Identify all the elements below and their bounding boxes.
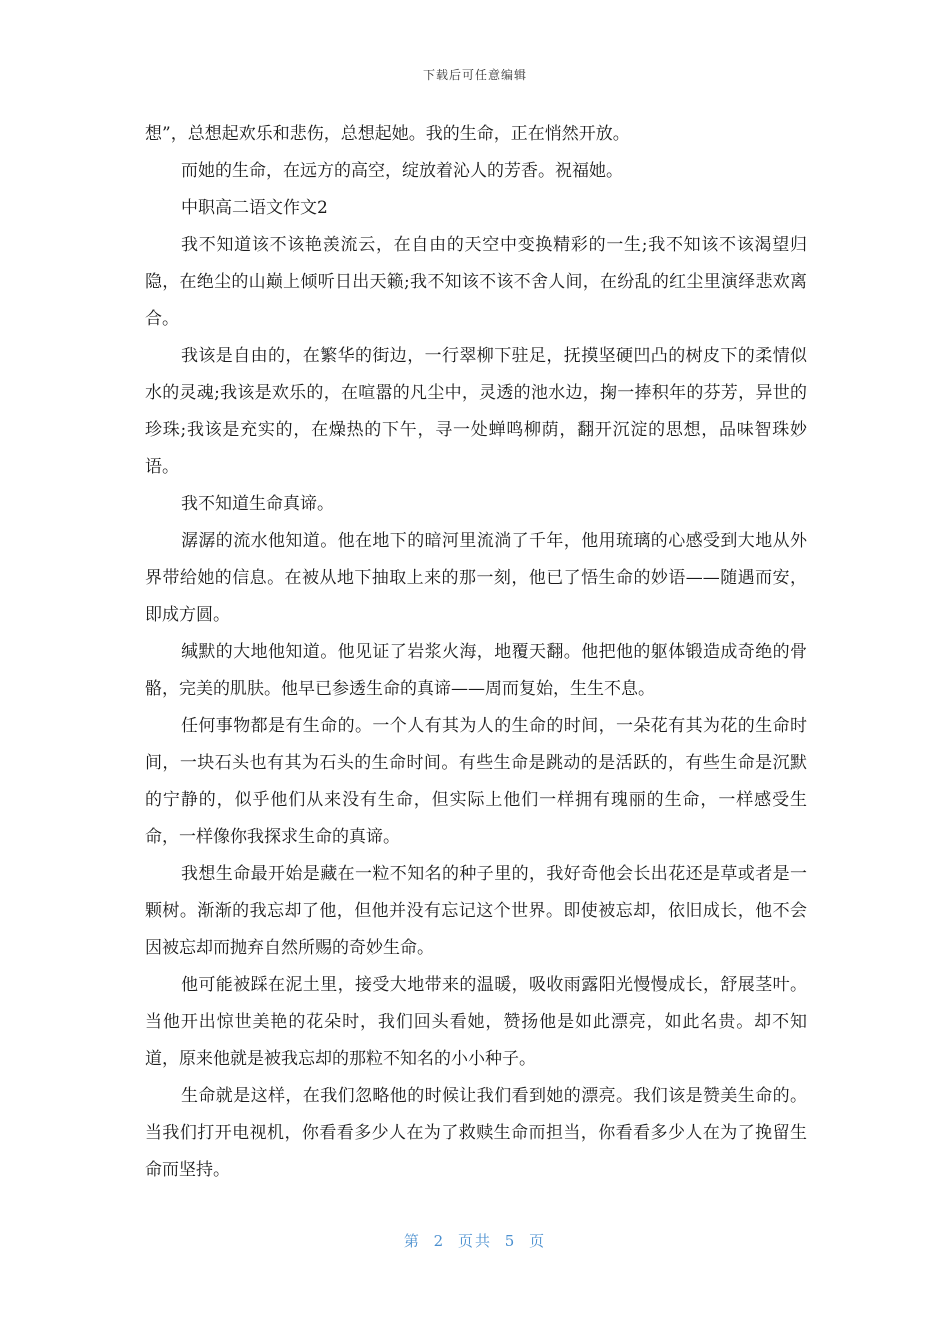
paragraph: 我不知道该不该艳羡流云，在自由的天空中变换精彩的一生;我不知该不该渴望归隐，在绝尘的山巅上倾听日出天籁;我不知该不该不舍人间，在纷乱的红尘里演绎悲欢离合。 bbox=[145, 235, 807, 329]
paragraph: 想”，总想起欢乐和悲伤，总想起她。我的生命，正在悄然开放。 bbox=[145, 124, 630, 144]
paragraph: 我该是自由的，在繁华的街边，一行翠柳下驻足，抚摸坚硬凹凸的树皮下的柔情似水的灵魂;我该是欢乐的，在喧嚣的凡尘中，灵透的池水边，掬一捧积年的芬芳，异世的珍珠;我该是充实的，在燥热的下午，寻一处蝉鸣柳荫，翻开沉淀的思想，品味智珠妙语。 bbox=[145, 346, 807, 477]
document-body bbox=[145, 116, 807, 1189]
section-title: 中职高二语文作文2 bbox=[181, 198, 328, 218]
page-number-footer: 第 2 页共 5 页 bbox=[403, 1232, 547, 1250]
paragraph: 潺潺的流水他知道。他在地下的暗河里流淌了千年，他用琉璃的心感受到大地从外界带给她的信息。在被从地下抽取上来的那一刻，他已了悟生命的妙语——随遇而安，即成方圆。 bbox=[145, 531, 807, 625]
paragraph: 我不知道生命真谛。 bbox=[181, 494, 334, 514]
paragraph: 而她的生命，在远方的高空，绽放着沁人的芳香。祝福她。 bbox=[181, 161, 623, 181]
paragraph: 他可能被踩在泥土里，接受大地带来的温暖，吸收雨露阳光慢慢成长，舒展茎叶。当他开出惊世美艳的花朵时，我们回头看她，赞扬他是如此漂亮，如此名贵。却不知道，原来他就是被我忘却的那粒不知名的小小种子。 bbox=[145, 975, 807, 1069]
paragraph: 我想生命最开始是藏在一粒不知名的种子里的，我好奇他会长出花还是草或者是一颗树。渐渐的我忘却了他，但他并没有忘记这个世界。即使被忘却，依旧成长，他不会因被忘却而抛弃自然所赐的奇妙生命。 bbox=[145, 864, 807, 958]
page-header: 下载后可任意编辑 bbox=[422, 68, 527, 82]
paragraph: 生命就是这样，在我们忽略他的时候让我们看到她的漂亮。我们该是赞美生命的。当我们打开电视机，你看看多少人在为了救赎生命而担当，你看看多少人在为了挽留生命而坚持。 bbox=[145, 1086, 807, 1180]
paragraph: 缄默的大地他知道。他见证了岩浆火海，地覆天翻。他把他的躯体锻造成奇绝的骨骼，完美的肌肤。他早已参透生命的真谛——周而复始，生生不息。 bbox=[145, 642, 807, 699]
paragraph: 任何事物都是有生命的。一个人有其为人的生命的时间，一朵花有其为花的生命时间，一块石头也有其为石头的生命时间。有些生命是跳动的是活跃的，有些生命是沉默的宁静的，似乎他们从来没有生命，但实际上他们一样拥有瑰丽的生命，一样感受生命，一样像你我探求生命的真谛。 bbox=[145, 716, 807, 847]
